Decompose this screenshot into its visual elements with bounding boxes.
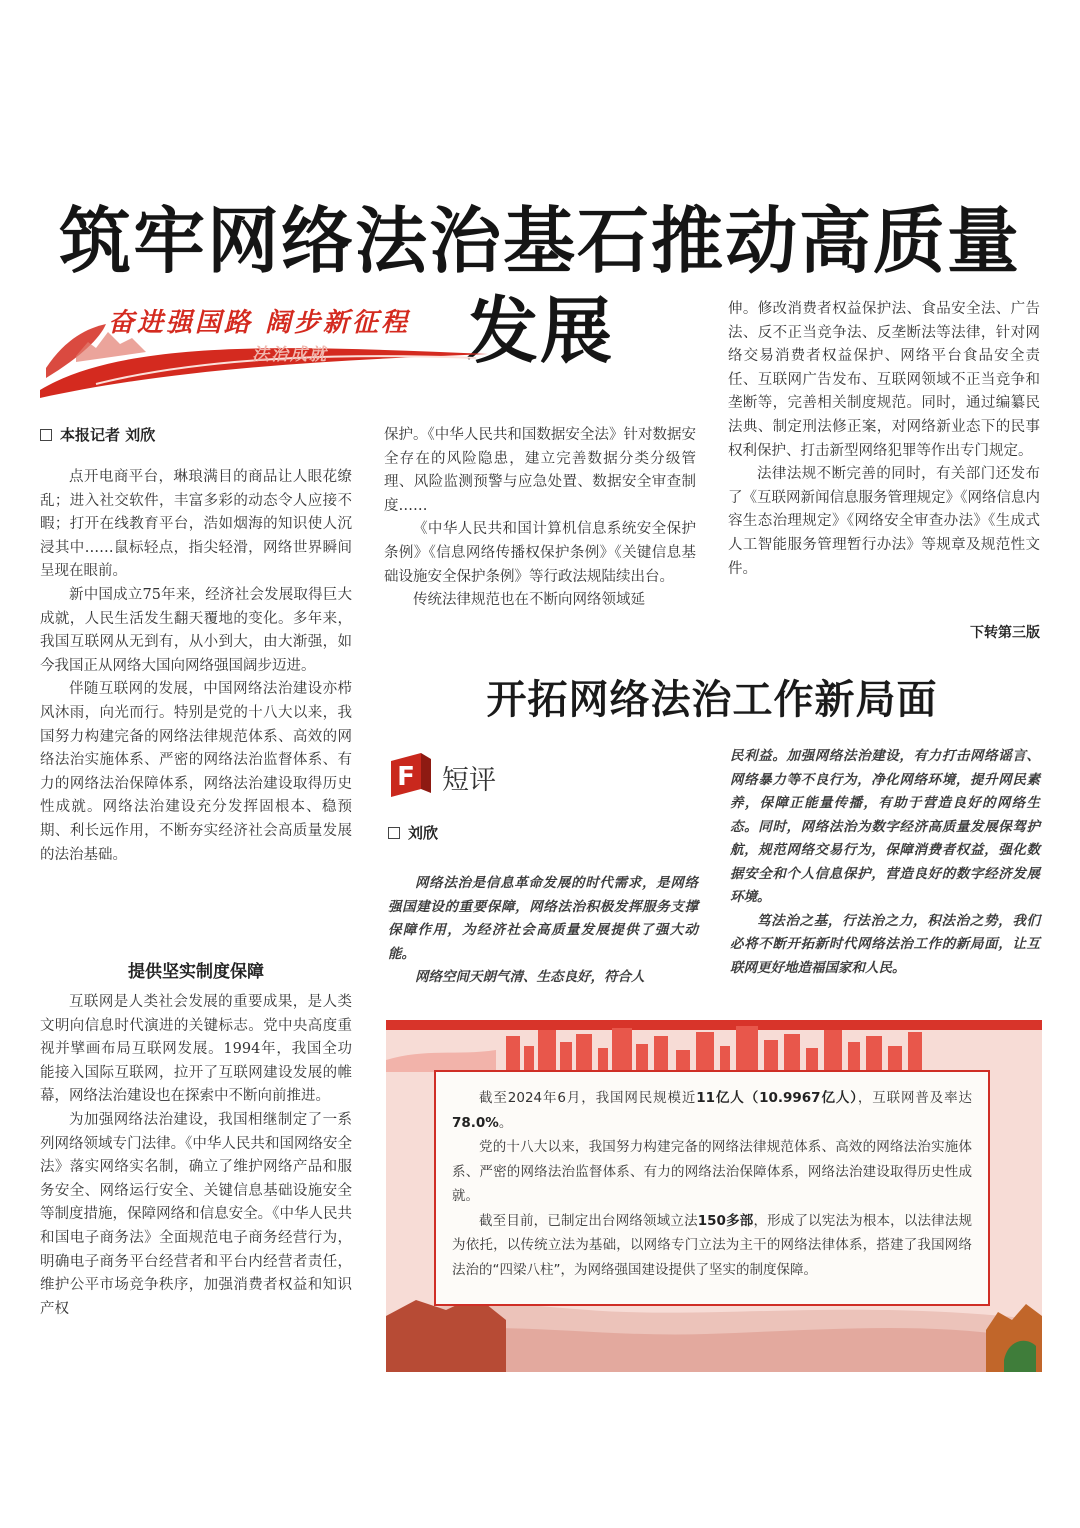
paragraph: 伸。修改消费者权益保护法、食品安全法、广告法、反不正当竞争法、反垄断法等法律，针对网络交易消费者权益保护、网络平台食品安全责任、互联网广告发布、互联网领域不正当竞争和垄断等，完善相关制度规范。同时，通过编纂民法典、制定刑法修正案，对网络新业态下的民事权利保护、打击新型网络犯罪等作出专门规定。 bbox=[728, 301, 1040, 459]
article-column-3 bbox=[728, 298, 1040, 581]
paragraph: 网络空间天朗气清、生态良好，符合人 bbox=[415, 969, 645, 985]
paragraph: 伴随互联网的发展，中国网络法治建设亦栉风沐雨，向光而行。特别是党的十八大以来，我国努力构建完备的网络法律规范体系、高效的网络法治实施体系、严密的网络法治监督体系、有力的网络法治保障体系，网络法治建设取得历史性成就。网络法治建设充分发挥固根本、稳预期、利长远作用，不断夯实经济社会高质量发展的法治基础。 bbox=[40, 681, 352, 863]
main-headline: 筑牢网络法治基石推动高质量发展 bbox=[58, 198, 1021, 373]
paragraph: 网络法治是信息革命发展的时代需求，是网络强国建设的重要保障，网络法治积极发挥服务支撑保障作用，为经济社会高质量发展提供了强大动能。 bbox=[388, 875, 698, 962]
banner-slogan: 奋进强国路 阔步新征程 bbox=[108, 308, 411, 338]
paragraph: 民利益。加强网络法治建设，有力打击网络谣言、网络暴力等不良行为，净化网络环境，提升网民素养，保障正能量传播，有助于营造良好的网络生态。同时，网络法治为数字经济高质量发展保驾护航，规范网络交易行为，保障消费者权益，强化数据安全和个人信息保护，营造良好的数字经济发展环境。 bbox=[730, 748, 1040, 905]
article-byline: 本报记者 刘欣 bbox=[40, 424, 155, 445]
commentary-logo-icon bbox=[387, 749, 435, 799]
logo-letter: F bbox=[397, 762, 415, 792]
statistic-paragraph: 截至2024年6月，我国网民规模近11亿人（10.9967亿人），互联网普及率达78.0%。 bbox=[452, 1090, 973, 1131]
square-bullet-icon bbox=[388, 827, 400, 839]
commentary-byline: 刘欣 bbox=[388, 822, 438, 843]
banner-subtitle: 法治成就 bbox=[252, 345, 328, 365]
article-subheading: 提供坚实制度保障 bbox=[128, 962, 264, 982]
commentary-column-right bbox=[730, 745, 1040, 980]
paragraph: 点开电商平台，琳琅满目的商品让人眼花缭乱；进入社交软件，丰富多彩的动态令人应接不暇；打开在线教育平台，浩如烟海的知识使人沉浸其中……鼠标轻点，指尖轻滑，网络世界瞬间呈现在眼前。 bbox=[40, 469, 352, 580]
commentary-label: 短评 bbox=[442, 765, 496, 796]
statistics-card bbox=[434, 1070, 990, 1306]
paragraph: 为加强网络法治建设，我国相继制定了一系列网络领域专门法律。《中华人民共和国网络安全法》落实网络实名制，确立了维护网络产品和服务安全、网络运行安全、关键信息基础设施安全等制度措施，保障网络和信息安全。《中华人民共和国电子商务法》全面规范电子商务经营行为，明确电子商务平台经营者和平台内经营者责任，维护公平市场竞争秩序，加强消费者权益和知识产权 bbox=[40, 1111, 352, 1317]
paragraph: 互联网是人类社会发展的重要成果，是人类文明向信息时代演进的关键标志。党中央高度重视并擘画布局互联网发展。1994年，我国全功能接入国际互联网，拉开了互联网建设发展的帷幕，网络法治建设也在探索中不断向前推进。 bbox=[40, 994, 352, 1105]
statistic-paragraph: 党的十八大以来，我国努力构建完备的网络法律规范体系、高效的网络法治实施体系、严密的网络法治监督体系、有力的网络法治保障体系，网络法治建设取得历史性成就。 bbox=[452, 1139, 972, 1204]
continued-on-page-note: 下转第三版 bbox=[970, 625, 1040, 641]
commentary-column-left bbox=[388, 872, 698, 990]
info-graphic-panel bbox=[386, 1020, 1042, 1372]
paragraph: 笃法治之基，行法治之力，积法治之势，我们必将不断开拓新时代网络法治工作的新局面，让互联网更好地造福国家和人民。 bbox=[730, 912, 1040, 976]
paragraph: 新中国成立75年来，经济社会发展取得巨大成就，人民生活发生翻天覆地的变化。多年来，我国互联网从无到有，从小到大，由大渐强，如今我国正从网络大国向网络强国阔步迈进。 bbox=[40, 586, 352, 674]
paragraph: 法律法规不断完善的同时，有关部门还发布了《互联网新闻信息服务管理规定》《网络信息内容生态治理规定》《网络安全审查办法》《生成式人工智能服务管理暂行办法》等规章及规范性文件。 bbox=[728, 466, 1040, 577]
square-bullet-icon bbox=[40, 429, 52, 441]
paragraph: 《中华人民共和国计算机信息系统安全保护条例》《信息网络传播权保护条例》《关键信息基础设施安全保护条例》等行政法规陆续出台。 bbox=[384, 521, 696, 585]
paragraph: 传统法律规范也在不断向网络领域延 bbox=[413, 592, 645, 609]
article-column-1 bbox=[40, 466, 352, 867]
article-column-1-continued bbox=[40, 991, 352, 1321]
article-column-2 bbox=[384, 424, 696, 613]
paragraph: 保护。《中华人民共和国数据安全法》针对数据安全存在的风险隐患，建立完善数据分类分级管理、风险监测预警与应急处置、数据安全审查制度…… bbox=[384, 427, 696, 514]
statistic-paragraph: 截至目前，已制定出台网络领域立法150多部，形成了以宪法为根本，以法律法规为依托，以传统立法为基础，以网络专门立法为主干的网络法律体系，搭建了我国网络法治的“四梁八柱”，为网络强国建设提供了坚实的制度保障。 bbox=[452, 1212, 973, 1278]
commentary-headline: 开拓网络法治工作新局面 bbox=[486, 676, 938, 723]
